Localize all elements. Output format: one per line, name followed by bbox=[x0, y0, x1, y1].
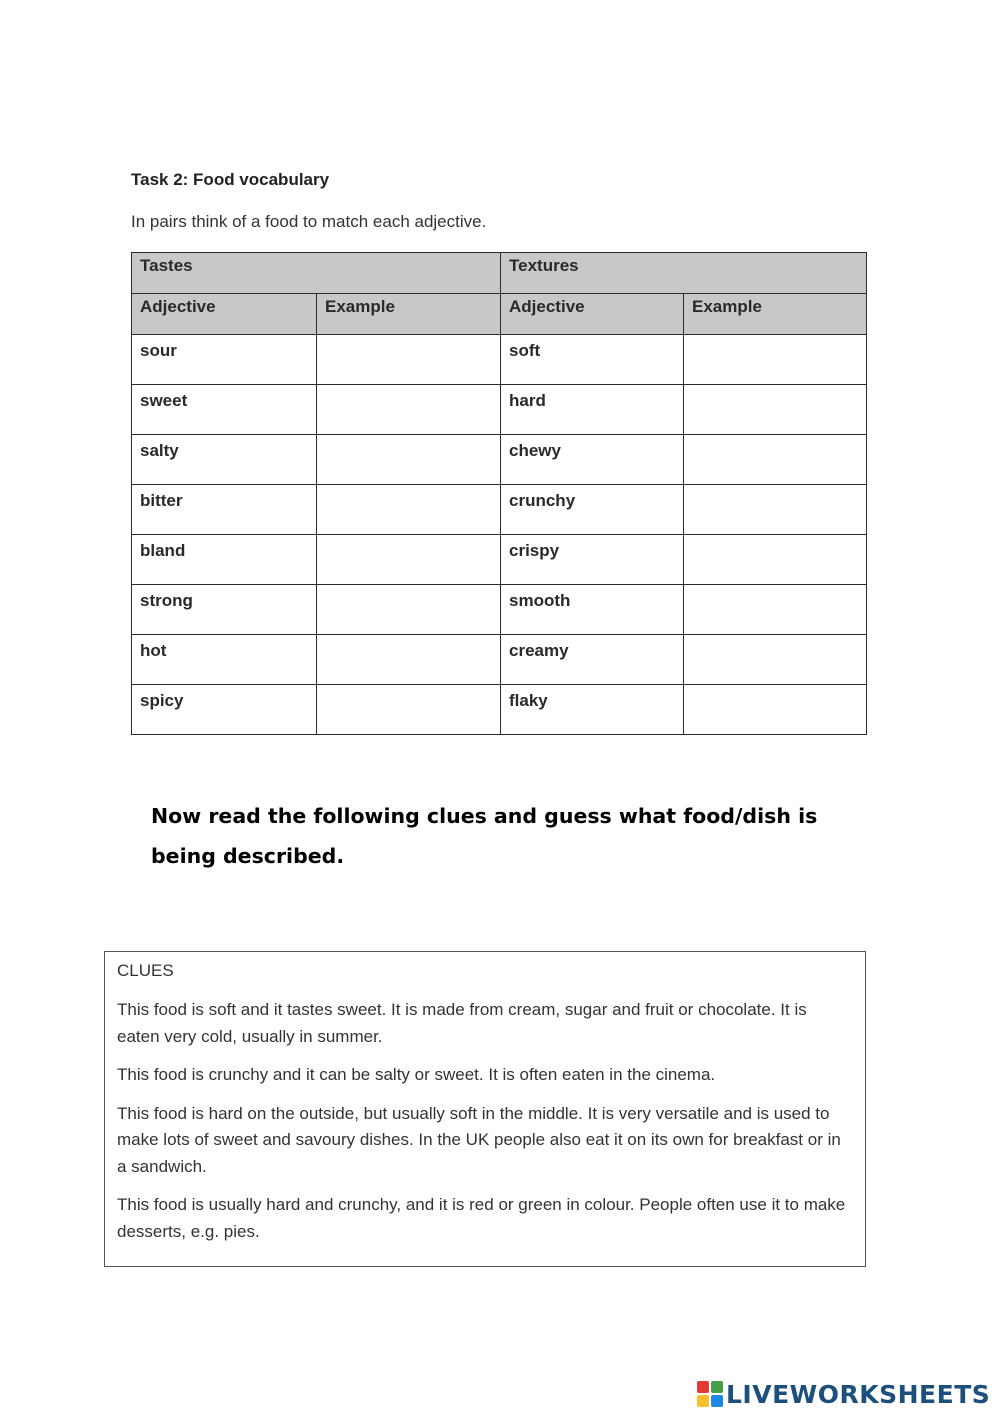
texture-adjective-cell: smooth bbox=[501, 585, 684, 635]
table-row bbox=[132, 585, 867, 635]
table-row bbox=[132, 435, 867, 485]
example-answer-input[interactable] bbox=[317, 541, 500, 584]
example-answer-input[interactable] bbox=[684, 591, 866, 634]
liveworksheets-logo[interactable] bbox=[697, 1378, 990, 1410]
taste-example-cell[interactable] bbox=[317, 685, 501, 735]
example-answer-input[interactable] bbox=[317, 691, 500, 734]
example-answer-input[interactable] bbox=[317, 441, 500, 484]
texture-adjective-cell: crispy bbox=[501, 535, 684, 585]
table-row bbox=[132, 635, 867, 685]
clues-box bbox=[104, 951, 866, 1267]
column-header-adjective: Adjective bbox=[501, 294, 684, 335]
texture-example-cell[interactable] bbox=[684, 485, 867, 535]
clue-item: This food is usually hard and crunchy, and it is red or green in colour. People often use it to make desserts, e.g. pies. bbox=[117, 1195, 846, 1241]
example-answer-input[interactable] bbox=[317, 491, 500, 534]
logo-text: LIVEWORKSHEETS bbox=[726, 1379, 991, 1409]
task-instruction: In pairs think of a food to match each adjective. bbox=[131, 212, 487, 231]
clues-heading: CLUES bbox=[117, 961, 174, 980]
table-row bbox=[132, 335, 867, 385]
texture-example-cell[interactable] bbox=[684, 635, 867, 685]
taste-adjective-cell: sour bbox=[132, 335, 317, 385]
table-row bbox=[132, 385, 867, 435]
table-group-header-row bbox=[132, 253, 867, 294]
texture-adjective-cell: hard bbox=[501, 385, 684, 435]
example-answer-input[interactable] bbox=[684, 441, 866, 484]
texture-example-cell[interactable] bbox=[684, 385, 867, 435]
taste-example-cell[interactable] bbox=[317, 635, 501, 685]
texture-adjective-cell: creamy bbox=[501, 635, 684, 685]
column-header-example: Example bbox=[684, 294, 867, 335]
example-answer-input[interactable] bbox=[317, 641, 500, 684]
example-answer-input[interactable] bbox=[684, 341, 866, 384]
taste-example-cell[interactable] bbox=[317, 385, 501, 435]
texture-example-cell[interactable] bbox=[684, 535, 867, 585]
texture-example-cell[interactable] bbox=[684, 435, 867, 485]
taste-adjective-cell: bland bbox=[132, 535, 317, 585]
example-answer-input[interactable] bbox=[684, 691, 866, 734]
clues-question: Now read the following clues and guess what food/dish is being described. bbox=[151, 804, 818, 868]
texture-adjective-cell: crunchy bbox=[501, 485, 684, 535]
vocabulary-table bbox=[131, 252, 867, 735]
example-answer-input[interactable] bbox=[317, 391, 500, 434]
taste-adjective-cell: sweet bbox=[132, 385, 317, 435]
example-answer-input[interactable] bbox=[317, 591, 500, 634]
texture-adjective-cell: soft bbox=[501, 335, 684, 385]
taste-adjective-cell: salty bbox=[132, 435, 317, 485]
texture-example-cell[interactable] bbox=[684, 685, 867, 735]
clue-item: This food is soft and it tastes sweet. It is made from cream, sugar and fruit or chocolate. It is eaten very cold, usually in summer. bbox=[117, 1000, 807, 1046]
task-title: Task 2: Food vocabulary bbox=[131, 170, 330, 189]
example-answer-input[interactable] bbox=[684, 641, 866, 684]
taste-adjective-cell: hot bbox=[132, 635, 317, 685]
taste-example-cell[interactable] bbox=[317, 535, 501, 585]
taste-example-cell[interactable] bbox=[317, 485, 501, 535]
column-header-adjective: Adjective bbox=[132, 294, 317, 335]
taste-adjective-cell: strong bbox=[132, 585, 317, 635]
table-row bbox=[132, 485, 867, 535]
column-header-example: Example bbox=[317, 294, 501, 335]
example-answer-input[interactable] bbox=[684, 541, 866, 584]
table-row bbox=[132, 685, 867, 735]
group-header-tastes: Tastes bbox=[132, 253, 501, 294]
texture-example-cell[interactable] bbox=[684, 335, 867, 385]
taste-adjective-cell: bitter bbox=[132, 485, 317, 535]
liveworksheets-logo-icon bbox=[697, 1381, 723, 1407]
group-header-textures: Textures bbox=[501, 253, 867, 294]
clue-item: This food is crunchy and it can be salty or sweet. It is often eaten in the cinema. bbox=[117, 1065, 716, 1084]
texture-adjective-cell: chewy bbox=[501, 435, 684, 485]
example-answer-input[interactable] bbox=[684, 491, 866, 534]
texture-adjective-cell: flaky bbox=[501, 685, 684, 735]
clue-item: This food is hard on the outside, but usually soft in the middle. It is very versatile and is used to make lots of sweet and savoury dishes. In the UK people also eat it on its own for breakfast or in a sandwich. bbox=[117, 1103, 841, 1176]
taste-example-cell[interactable] bbox=[317, 585, 501, 635]
table-sub-header-row bbox=[132, 294, 867, 335]
texture-example-cell[interactable] bbox=[684, 585, 867, 635]
example-answer-input[interactable] bbox=[317, 341, 500, 384]
taste-example-cell[interactable] bbox=[317, 335, 501, 385]
example-answer-input[interactable] bbox=[684, 391, 866, 434]
taste-example-cell[interactable] bbox=[317, 435, 501, 485]
table-row bbox=[132, 535, 867, 585]
taste-adjective-cell: spicy bbox=[132, 685, 317, 735]
